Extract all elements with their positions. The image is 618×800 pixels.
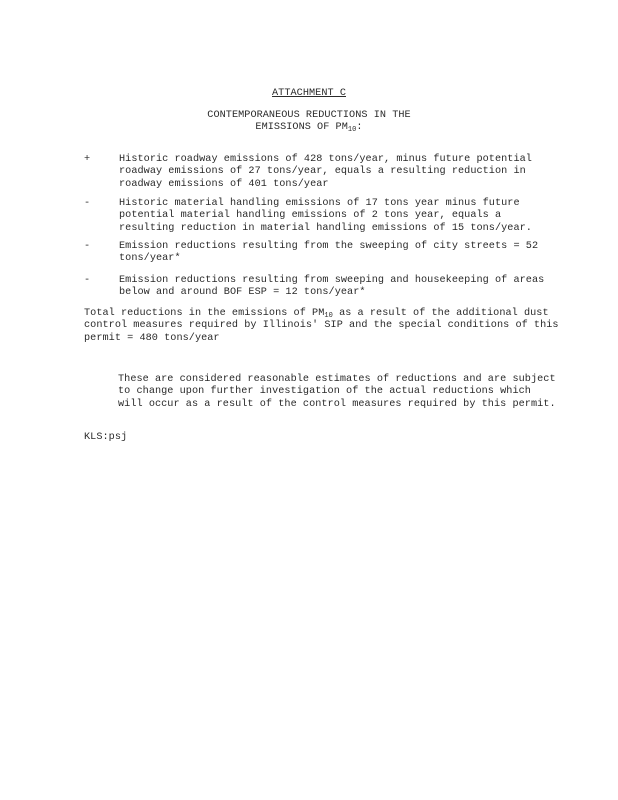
summary-line-1: Total reductions in the emissions of $PM_{10}$ as a result of the additional dust bbox=[84, 308, 549, 320]
attachment-title: ATTACHMENT C bbox=[272, 88, 346, 99]
closing-line: will occur as a result of the control measures required by this permit. bbox=[118, 398, 556, 410]
closing-paragraph bbox=[118, 374, 556, 411]
bullet-line: potential material handling emissions of 2 tons year, equals a bbox=[119, 210, 502, 222]
summary-line-2: control measures required by Illinois' SIP and the special conditions of this bbox=[84, 320, 559, 332]
summary-line-3: permit = 480 tons/year bbox=[84, 332, 220, 344]
bullet-text bbox=[119, 241, 549, 266]
document-heading bbox=[0, 110, 618, 135]
bullet-line: Emission reductions resulting from the sweeping of city streets = 52 bbox=[119, 241, 539, 252]
closing-line: These are considered reasonable estimates of reductions and are subject bbox=[118, 374, 556, 385]
author-initials: KLS:psj bbox=[84, 432, 128, 443]
bullet-line: below and around BOF ESP = 12 tons/year* bbox=[119, 287, 366, 299]
bullet-text bbox=[119, 154, 549, 191]
bullet-line: resulting reduction in material handling emissions of 15 tons/year. bbox=[119, 222, 532, 234]
bullet-line: Emission reductions resulting from sweeping and housekeeping of areas bbox=[119, 275, 545, 286]
bullet-line: Historic material handling emissions of 17 tons year minus future bbox=[119, 198, 520, 209]
closing-line: to change upon further investigation of the actual reductions which bbox=[118, 386, 531, 398]
bullet-mark: - bbox=[84, 275, 91, 286]
bullet-text bbox=[119, 198, 549, 235]
bullet-line: roadway emissions of 27 tons/year, equals a resulting reduction in bbox=[119, 166, 526, 178]
bullet-line: roadway emissions of 401 tons/year bbox=[119, 178, 329, 190]
bullet-mark: - bbox=[84, 198, 91, 209]
heading-line-1: CONTEMPORANEOUS REDUCTIONS IN THE bbox=[207, 110, 411, 121]
bullet-line: Historic roadway emissions of 428 tons/year, minus future potential bbox=[119, 154, 532, 165]
total-reductions-paragraph bbox=[84, 308, 559, 345]
bullet-mark: + bbox=[84, 154, 91, 165]
bullet-text bbox=[119, 275, 549, 300]
heading-line-2: EMISSIONS OF $PM_{10}$: bbox=[255, 122, 363, 135]
bullet-line: tons/year* bbox=[119, 253, 181, 265]
bullet-mark: - bbox=[84, 241, 91, 252]
